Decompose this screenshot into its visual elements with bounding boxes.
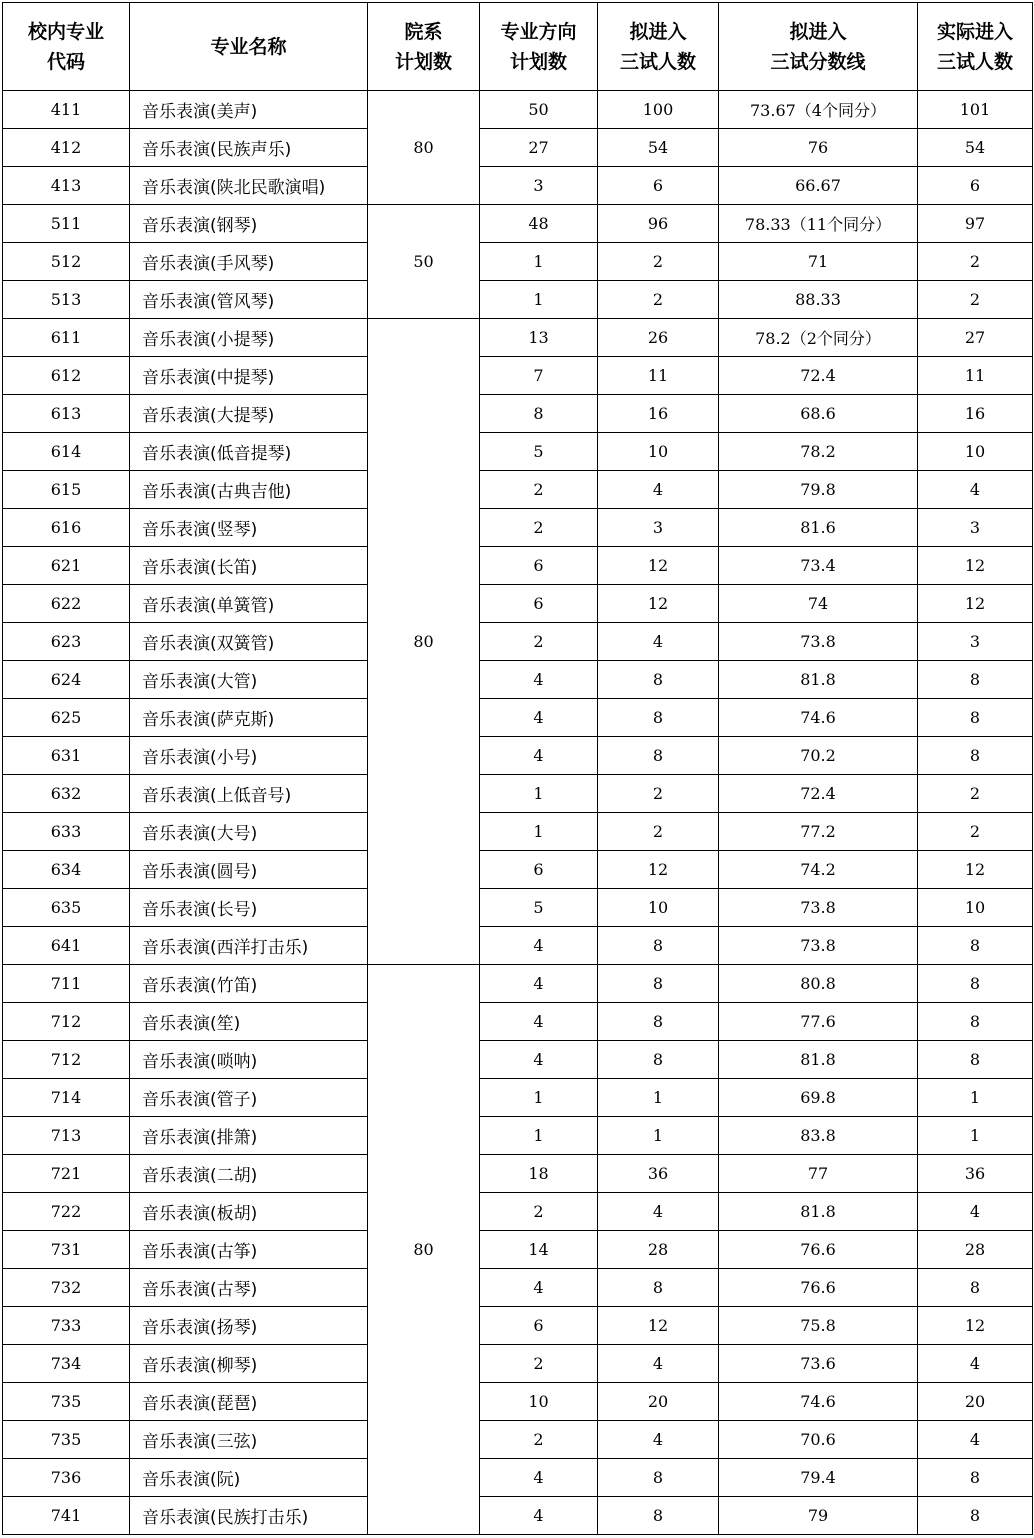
third-round-quota-cell: 28 <box>598 1231 719 1269</box>
major-name-cell: 音乐表演(上低音号) <box>130 775 368 813</box>
major-name-cell: 音乐表演(双簧管) <box>130 623 368 661</box>
third-round-quota-cell: 8 <box>598 1003 719 1041</box>
direction-plan-cell: 4 <box>480 1269 598 1307</box>
major-code-cell: 632 <box>3 775 130 813</box>
actual-third-round-cell: 8 <box>918 965 1033 1003</box>
major-code-cell: 634 <box>3 851 130 889</box>
third-round-cutoff-cell: 79 <box>719 1497 918 1535</box>
major-code-cell: 615 <box>3 471 130 509</box>
major-name-cell: 音乐表演(管风琴) <box>130 281 368 319</box>
third-round-cutoff-cell: 73.8 <box>719 623 918 661</box>
third-round-quota-cell: 8 <box>598 1269 719 1307</box>
table-row <box>3 1155 1033 1193</box>
major-name-cell: 音乐表演(唢呐) <box>130 1041 368 1079</box>
table-row <box>3 1497 1033 1535</box>
third-round-cutoff-cell: 78.33（11个同分） <box>719 205 918 243</box>
major-code-cell: 633 <box>3 813 130 851</box>
major-code-cell: 711 <box>3 965 130 1003</box>
third-round-quota-cell: 8 <box>598 1041 719 1079</box>
third-round-quota-cell: 8 <box>598 965 719 1003</box>
third-round-cutoff-cell: 81.8 <box>719 1193 918 1231</box>
third-round-cutoff-cell: 76.6 <box>719 1231 918 1269</box>
major-code-cell: 731 <box>3 1231 130 1269</box>
third-round-quota-cell: 4 <box>598 1193 719 1231</box>
direction-plan-cell: 2 <box>480 1345 598 1383</box>
third-round-quota-cell: 1 <box>598 1117 719 1155</box>
table-row <box>3 851 1033 889</box>
direction-plan-cell: 5 <box>480 889 598 927</box>
header-code: 校内专业 代码 <box>3 3 130 91</box>
header-name: 专业名称 <box>130 3 368 91</box>
direction-plan-cell: 1 <box>480 813 598 851</box>
table-row <box>3 547 1033 585</box>
major-code-cell: 412 <box>3 129 130 167</box>
direction-plan-cell: 4 <box>480 699 598 737</box>
third-round-quota-cell: 8 <box>598 927 719 965</box>
table-row <box>3 927 1033 965</box>
table-row <box>3 623 1033 661</box>
third-round-quota-cell: 96 <box>598 205 719 243</box>
direction-plan-cell: 2 <box>480 1193 598 1231</box>
direction-plan-cell: 27 <box>480 129 598 167</box>
third-round-quota-cell: 8 <box>598 1497 719 1535</box>
dept-plan-cell: 80 <box>368 91 480 205</box>
table-row <box>3 129 1033 167</box>
major-name-cell: 音乐表演(陕北民歌演唱) <box>130 167 368 205</box>
table-row <box>3 813 1033 851</box>
table-row <box>3 737 1033 775</box>
third-round-cutoff-cell: 80.8 <box>719 965 918 1003</box>
third-round-cutoff-cell: 83.8 <box>719 1117 918 1155</box>
table-row <box>3 1383 1033 1421</box>
third-round-quota-cell: 2 <box>598 281 719 319</box>
actual-third-round-cell: 10 <box>918 433 1033 471</box>
direction-plan-cell: 13 <box>480 319 598 357</box>
major-code-cell: 621 <box>3 547 130 585</box>
header-dept-plan: 院系 计划数 <box>368 3 480 91</box>
actual-third-round-cell: 4 <box>918 471 1033 509</box>
actual-third-round-cell: 20 <box>918 1383 1033 1421</box>
major-code-cell: 411 <box>3 91 130 129</box>
third-round-cutoff-cell: 74.6 <box>719 699 918 737</box>
major-name-cell: 音乐表演(大提琴) <box>130 395 368 433</box>
direction-plan-cell: 4 <box>480 661 598 699</box>
third-round-quota-cell: 4 <box>598 1421 719 1459</box>
major-name-cell: 音乐表演(大管) <box>130 661 368 699</box>
third-round-quota-cell: 12 <box>598 851 719 889</box>
major-code-cell: 625 <box>3 699 130 737</box>
actual-third-round-cell: 97 <box>918 205 1033 243</box>
table-body <box>3 91 1033 1535</box>
actual-third-round-cell: 12 <box>918 1307 1033 1345</box>
actual-third-round-cell: 12 <box>918 547 1033 585</box>
major-code-cell: 735 <box>3 1383 130 1421</box>
major-name-cell: 音乐表演(低音提琴) <box>130 433 368 471</box>
major-name-cell: 音乐表演(大号) <box>130 813 368 851</box>
major-code-cell: 732 <box>3 1269 130 1307</box>
table-row <box>3 1041 1033 1079</box>
major-name-cell: 音乐表演(小提琴) <box>130 319 368 357</box>
table-row <box>3 509 1033 547</box>
direction-plan-cell: 6 <box>480 547 598 585</box>
third-round-quota-cell: 100 <box>598 91 719 129</box>
direction-plan-cell: 1 <box>480 775 598 813</box>
major-code-cell: 741 <box>3 1497 130 1535</box>
direction-plan-cell: 3 <box>480 167 598 205</box>
table-row <box>3 1003 1033 1041</box>
third-round-cutoff-cell: 66.67 <box>719 167 918 205</box>
major-code-cell: 721 <box>3 1155 130 1193</box>
third-round-cutoff-cell: 77.2 <box>719 813 918 851</box>
direction-plan-cell: 2 <box>480 509 598 547</box>
third-round-cutoff-cell: 81.8 <box>719 661 918 699</box>
actual-third-round-cell: 54 <box>918 129 1033 167</box>
major-name-cell: 音乐表演(柳琴) <box>130 1345 368 1383</box>
major-code-cell: 733 <box>3 1307 130 1345</box>
third-round-quota-cell: 8 <box>598 1459 719 1497</box>
actual-third-round-cell: 12 <box>918 851 1033 889</box>
major-code-cell: 513 <box>3 281 130 319</box>
major-name-cell: 音乐表演(长笛) <box>130 547 368 585</box>
third-round-cutoff-cell: 77 <box>719 1155 918 1193</box>
third-round-quota-cell: 10 <box>598 433 719 471</box>
major-code-cell: 712 <box>3 1041 130 1079</box>
third-round-cutoff-cell: 73.67（4个同分） <box>719 91 918 129</box>
table-row <box>3 965 1033 1003</box>
actual-third-round-cell: 2 <box>918 813 1033 851</box>
major-code-cell: 613 <box>3 395 130 433</box>
major-code-cell: 623 <box>3 623 130 661</box>
actual-third-round-cell: 2 <box>918 775 1033 813</box>
table-row <box>3 243 1033 281</box>
direction-plan-cell: 50 <box>480 91 598 129</box>
major-name-cell: 音乐表演(管子) <box>130 1079 368 1117</box>
table-row <box>3 319 1033 357</box>
third-round-cutoff-cell: 73.8 <box>719 927 918 965</box>
third-round-cutoff-cell: 69.8 <box>719 1079 918 1117</box>
major-code-cell: 714 <box>3 1079 130 1117</box>
direction-plan-cell: 1 <box>480 243 598 281</box>
major-code-cell: 631 <box>3 737 130 775</box>
direction-plan-cell: 2 <box>480 471 598 509</box>
third-round-quota-cell: 16 <box>598 395 719 433</box>
third-round-cutoff-cell: 70.6 <box>719 1421 918 1459</box>
major-code-cell: 611 <box>3 319 130 357</box>
direction-plan-cell: 5 <box>480 433 598 471</box>
actual-third-round-cell: 3 <box>918 623 1033 661</box>
major-name-cell: 音乐表演(小号) <box>130 737 368 775</box>
table-row <box>3 661 1033 699</box>
actual-third-round-cell: 4 <box>918 1193 1033 1231</box>
admission-table <box>2 2 1033 1535</box>
third-round-cutoff-cell: 76.6 <box>719 1269 918 1307</box>
major-name-cell: 音乐表演(民族声乐) <box>130 129 368 167</box>
dept-plan-cell: 50 <box>368 205 480 319</box>
major-code-cell: 734 <box>3 1345 130 1383</box>
major-code-cell: 624 <box>3 661 130 699</box>
direction-plan-cell: 4 <box>480 1459 598 1497</box>
table-row <box>3 1079 1033 1117</box>
major-name-cell: 音乐表演(二胡) <box>130 1155 368 1193</box>
third-round-cutoff-cell: 72.4 <box>719 357 918 395</box>
third-round-quota-cell: 1 <box>598 1079 719 1117</box>
major-name-cell: 音乐表演(阮) <box>130 1459 368 1497</box>
third-round-cutoff-cell: 88.33 <box>719 281 918 319</box>
major-name-cell: 音乐表演(琵琶) <box>130 1383 368 1421</box>
major-code-cell: 511 <box>3 205 130 243</box>
actual-third-round-cell: 6 <box>918 167 1033 205</box>
header-quota: 拟进入 三试人数 <box>598 3 719 91</box>
actual-third-round-cell: 1 <box>918 1079 1033 1117</box>
third-round-quota-cell: 12 <box>598 585 719 623</box>
third-round-cutoff-cell: 78.2 <box>719 433 918 471</box>
table-row <box>3 357 1033 395</box>
direction-plan-cell: 2 <box>480 623 598 661</box>
major-name-cell: 音乐表演(古琴) <box>130 1269 368 1307</box>
third-round-quota-cell: 36 <box>598 1155 719 1193</box>
third-round-cutoff-cell: 78.2（2个同分） <box>719 319 918 357</box>
major-name-cell: 音乐表演(竖琴) <box>130 509 368 547</box>
third-round-quota-cell: 8 <box>598 661 719 699</box>
direction-plan-cell: 6 <box>480 1307 598 1345</box>
direction-plan-cell: 7 <box>480 357 598 395</box>
third-round-cutoff-cell: 81.8 <box>719 1041 918 1079</box>
header-row <box>3 3 1033 91</box>
third-round-quota-cell: 8 <box>598 699 719 737</box>
table-row <box>3 699 1033 737</box>
major-code-cell: 622 <box>3 585 130 623</box>
table-row <box>3 585 1033 623</box>
actual-third-round-cell: 28 <box>918 1231 1033 1269</box>
table-row <box>3 1421 1033 1459</box>
third-round-cutoff-cell: 74.2 <box>719 851 918 889</box>
header-actual: 实际进入 三试人数 <box>918 3 1033 91</box>
major-name-cell: 音乐表演(民族打击乐) <box>130 1497 368 1535</box>
table-row <box>3 1459 1033 1497</box>
direction-plan-cell: 4 <box>480 927 598 965</box>
major-name-cell: 音乐表演(萨克斯) <box>130 699 368 737</box>
table-row <box>3 1345 1033 1383</box>
table-row <box>3 205 1033 243</box>
major-code-cell: 635 <box>3 889 130 927</box>
table-row <box>3 395 1033 433</box>
major-name-cell: 音乐表演(中提琴) <box>130 357 368 395</box>
third-round-quota-cell: 12 <box>598 547 719 585</box>
actual-third-round-cell: 8 <box>918 1269 1033 1307</box>
dept-plan-cell: 80 <box>368 319 480 965</box>
direction-plan-cell: 6 <box>480 585 598 623</box>
direction-plan-cell: 6 <box>480 851 598 889</box>
major-name-cell: 音乐表演(排箫) <box>130 1117 368 1155</box>
major-code-cell: 713 <box>3 1117 130 1155</box>
table-row <box>3 889 1033 927</box>
major-name-cell: 音乐表演(长号) <box>130 889 368 927</box>
table-row <box>3 91 1033 129</box>
direction-plan-cell: 4 <box>480 1497 598 1535</box>
third-round-quota-cell: 10 <box>598 889 719 927</box>
table-row <box>3 1117 1033 1155</box>
major-name-cell: 音乐表演(单簧管) <box>130 585 368 623</box>
third-round-quota-cell: 12 <box>598 1307 719 1345</box>
actual-third-round-cell: 36 <box>918 1155 1033 1193</box>
header-direction-plan: 专业方向 计划数 <box>480 3 598 91</box>
table-row <box>3 281 1033 319</box>
dept-plan-cell: 80 <box>368 965 480 1535</box>
third-round-cutoff-cell: 79.8 <box>719 471 918 509</box>
major-code-cell: 614 <box>3 433 130 471</box>
third-round-cutoff-cell: 72.4 <box>719 775 918 813</box>
major-name-cell: 音乐表演(圆号) <box>130 851 368 889</box>
direction-plan-cell: 10 <box>480 1383 598 1421</box>
major-name-cell: 音乐表演(古筝) <box>130 1231 368 1269</box>
major-name-cell: 音乐表演(板胡) <box>130 1193 368 1231</box>
table-row <box>3 1231 1033 1269</box>
third-round-quota-cell: 8 <box>598 737 719 775</box>
actual-third-round-cell: 8 <box>918 1003 1033 1041</box>
major-code-cell: 712 <box>3 1003 130 1041</box>
actual-third-round-cell: 4 <box>918 1421 1033 1459</box>
direction-plan-cell: 8 <box>480 395 598 433</box>
direction-plan-cell: 2 <box>480 1421 598 1459</box>
major-code-cell: 735 <box>3 1421 130 1459</box>
table-row <box>3 167 1033 205</box>
actual-third-round-cell: 8 <box>918 737 1033 775</box>
third-round-cutoff-cell: 73.6 <box>719 1345 918 1383</box>
major-name-cell: 音乐表演(竹笛) <box>130 965 368 1003</box>
major-code-cell: 722 <box>3 1193 130 1231</box>
third-round-cutoff-cell: 81.6 <box>719 509 918 547</box>
major-code-cell: 413 <box>3 167 130 205</box>
actual-third-round-cell: 3 <box>918 509 1033 547</box>
direction-plan-cell: 48 <box>480 205 598 243</box>
table-row <box>3 471 1033 509</box>
table-row <box>3 1307 1033 1345</box>
third-round-cutoff-cell: 68.6 <box>719 395 918 433</box>
major-name-cell: 音乐表演(笙) <box>130 1003 368 1041</box>
actual-third-round-cell: 101 <box>918 91 1033 129</box>
major-name-cell: 音乐表演(钢琴) <box>130 205 368 243</box>
major-name-cell: 音乐表演(手风琴) <box>130 243 368 281</box>
direction-plan-cell: 1 <box>480 1117 598 1155</box>
direction-plan-cell: 1 <box>480 281 598 319</box>
third-round-quota-cell: 4 <box>598 471 719 509</box>
major-code-cell: 612 <box>3 357 130 395</box>
actual-third-round-cell: 8 <box>918 927 1033 965</box>
actual-third-round-cell: 16 <box>918 395 1033 433</box>
third-round-quota-cell: 2 <box>598 775 719 813</box>
third-round-cutoff-cell: 74.6 <box>719 1383 918 1421</box>
major-name-cell: 音乐表演(美声) <box>130 91 368 129</box>
third-round-cutoff-cell: 74 <box>719 585 918 623</box>
actual-third-round-cell: 2 <box>918 243 1033 281</box>
third-round-quota-cell: 11 <box>598 357 719 395</box>
actual-third-round-cell: 8 <box>918 699 1033 737</box>
third-round-quota-cell: 6 <box>598 167 719 205</box>
major-code-cell: 736 <box>3 1459 130 1497</box>
third-round-cutoff-cell: 71 <box>719 243 918 281</box>
header-cutoff: 拟进入 三试分数线 <box>719 3 918 91</box>
actual-third-round-cell: 2 <box>918 281 1033 319</box>
third-round-cutoff-cell: 75.8 <box>719 1307 918 1345</box>
third-round-quota-cell: 3 <box>598 509 719 547</box>
third-round-quota-cell: 4 <box>598 623 719 661</box>
major-code-cell: 616 <box>3 509 130 547</box>
direction-plan-cell: 1 <box>480 1079 598 1117</box>
third-round-cutoff-cell: 73.4 <box>719 547 918 585</box>
third-round-cutoff-cell: 70.2 <box>719 737 918 775</box>
actual-third-round-cell: 8 <box>918 1497 1033 1535</box>
actual-third-round-cell: 8 <box>918 1041 1033 1079</box>
major-name-cell: 音乐表演(古典吉他) <box>130 471 368 509</box>
third-round-cutoff-cell: 73.8 <box>719 889 918 927</box>
major-code-cell: 641 <box>3 927 130 965</box>
major-name-cell: 音乐表演(扬琴) <box>130 1307 368 1345</box>
third-round-quota-cell: 20 <box>598 1383 719 1421</box>
actual-third-round-cell: 8 <box>918 661 1033 699</box>
third-round-quota-cell: 4 <box>598 1345 719 1383</box>
third-round-quota-cell: 2 <box>598 813 719 851</box>
major-code-cell: 512 <box>3 243 130 281</box>
actual-third-round-cell: 8 <box>918 1459 1033 1497</box>
direction-plan-cell: 4 <box>480 1003 598 1041</box>
third-round-cutoff-cell: 76 <box>719 129 918 167</box>
actual-third-round-cell: 27 <box>918 319 1033 357</box>
actual-third-round-cell: 1 <box>918 1117 1033 1155</box>
actual-third-round-cell: 11 <box>918 357 1033 395</box>
third-round-cutoff-cell: 77.6 <box>719 1003 918 1041</box>
actual-third-round-cell: 4 <box>918 1345 1033 1383</box>
actual-third-round-cell: 10 <box>918 889 1033 927</box>
third-round-cutoff-cell: 79.4 <box>719 1459 918 1497</box>
third-round-quota-cell: 54 <box>598 129 719 167</box>
direction-plan-cell: 14 <box>480 1231 598 1269</box>
table-row <box>3 433 1033 471</box>
table-row <box>3 775 1033 813</box>
third-round-quota-cell: 26 <box>598 319 719 357</box>
direction-plan-cell: 4 <box>480 1041 598 1079</box>
actual-third-round-cell: 12 <box>918 585 1033 623</box>
direction-plan-cell: 4 <box>480 965 598 1003</box>
major-name-cell: 音乐表演(西洋打击乐) <box>130 927 368 965</box>
direction-plan-cell: 18 <box>480 1155 598 1193</box>
third-round-quota-cell: 2 <box>598 243 719 281</box>
table-row <box>3 1193 1033 1231</box>
direction-plan-cell: 4 <box>480 737 598 775</box>
table-row <box>3 1269 1033 1307</box>
major-name-cell: 音乐表演(三弦) <box>130 1421 368 1459</box>
